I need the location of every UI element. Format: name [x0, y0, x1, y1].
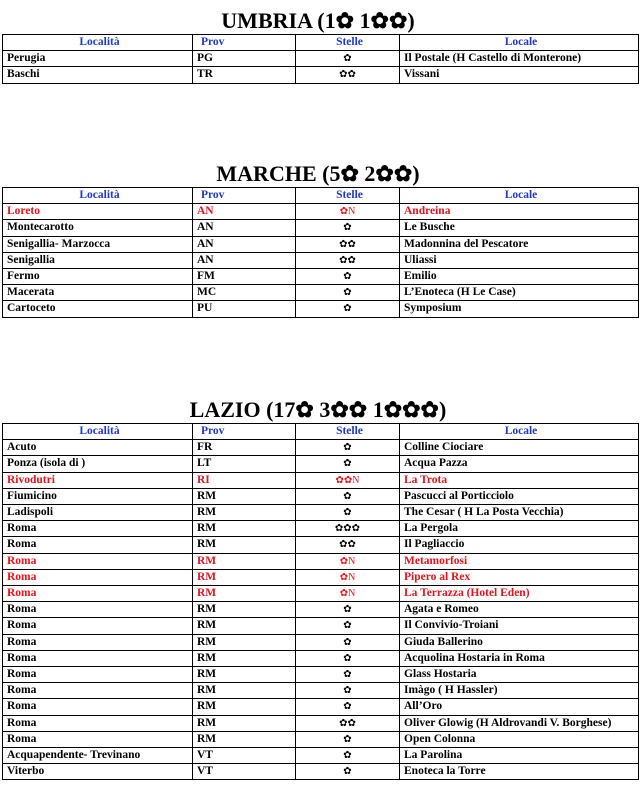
localita-cell: Roma: [3, 634, 193, 650]
table-row: [3, 650, 639, 666]
umbria-section: [0, 8, 636, 84]
stelle-cell: ✿: [296, 602, 400, 618]
restaurant-table: [2, 34, 639, 84]
header-prov: Prov: [193, 424, 296, 440]
prov-cell: TR: [193, 67, 296, 83]
stelle-cell: ✿: [296, 748, 400, 764]
locale-cell: Acqua Pazza: [400, 456, 639, 472]
stelle-cell: ✿✿✿: [296, 521, 400, 537]
prov-cell: VT: [193, 748, 296, 764]
prov-cell: RM: [193, 488, 296, 504]
table-row: [3, 269, 639, 285]
localita-cell: Macerata: [3, 285, 193, 301]
table-row: [3, 301, 639, 317]
localita-cell: Montecarotto: [3, 220, 193, 236]
stelle-cell: ✿: [296, 650, 400, 666]
prov-cell: MC: [193, 285, 296, 301]
prov-cell: FM: [193, 269, 296, 285]
stelle-cell: ✿: [296, 505, 400, 521]
stelle-cell: ✿N: [296, 586, 400, 602]
locale-cell: Uliassi: [400, 252, 639, 268]
localita-cell: Senigallia: [3, 252, 193, 268]
section-title: UMBRIA (1✿ 1✿✿): [221, 8, 415, 33]
localita-cell: Fermo: [3, 269, 193, 285]
stelle-cell: ✿N: [296, 204, 400, 220]
locale-cell: Open Colonna: [400, 731, 639, 747]
prov-cell: AN: [193, 236, 296, 252]
prov-cell: RM: [193, 683, 296, 699]
locale-cell: La Pergola: [400, 521, 639, 537]
table-row: [3, 667, 639, 683]
header-stelle: Stelle: [296, 424, 400, 440]
stelle-cell: ✿: [296, 220, 400, 236]
prov-cell: RI: [193, 472, 296, 488]
localita-cell: Rivodutri: [3, 472, 193, 488]
prov-cell: RM: [193, 731, 296, 747]
prov-cell: RM: [193, 586, 296, 602]
localita-cell: Perugia: [3, 51, 193, 67]
restaurant-table: [2, 423, 639, 780]
header-prov: Prov: [193, 188, 296, 204]
localita-cell: Viterbo: [3, 764, 193, 780]
locale-cell: Pascucci al Porticciolo: [400, 488, 639, 504]
prov-cell: PU: [193, 301, 296, 317]
header-row: [3, 424, 639, 440]
stelle-cell: ✿: [296, 488, 400, 504]
prov-cell: RM: [193, 667, 296, 683]
table-row: [3, 634, 639, 650]
locale-cell: L’Enoteca (H Le Case): [400, 285, 639, 301]
prov-cell: RM: [193, 650, 296, 666]
localita-cell: Roma: [3, 715, 193, 731]
localita-cell: Acquapendente- Trevinano: [3, 748, 193, 764]
locale-cell: Giuda Ballerino: [400, 634, 639, 650]
locale-cell: Acquolina Hostaria in Roma: [400, 650, 639, 666]
section-title: LAZIO (17✿ 3✿✿ 1✿✿✿): [189, 397, 447, 422]
stelle-cell: ✿: [296, 683, 400, 699]
table-row: [3, 553, 639, 569]
localita-cell: Roma: [3, 553, 193, 569]
restaurant-table: [2, 187, 639, 318]
stelle-cell: ✿: [296, 667, 400, 683]
stelle-cell: ✿N: [296, 569, 400, 585]
header-localita: Località: [3, 35, 193, 51]
localita-cell: Loreto: [3, 204, 193, 220]
table-row: [3, 683, 639, 699]
table-row: [3, 618, 639, 634]
locale-cell: Colline Ciociare: [400, 440, 639, 456]
prov-cell: RM: [193, 602, 296, 618]
header-locale: Locale: [400, 424, 639, 440]
localita-cell: Roma: [3, 650, 193, 666]
stelle-cell: ✿✿N: [296, 472, 400, 488]
prov-cell: AN: [193, 204, 296, 220]
prov-cell: RM: [193, 634, 296, 650]
table-row: [3, 748, 639, 764]
table-row: [3, 715, 639, 731]
localita-cell: Ladispoli: [3, 505, 193, 521]
prov-cell: RM: [193, 553, 296, 569]
table-row: [3, 51, 639, 67]
table-row: [3, 440, 639, 456]
header-row: [3, 35, 639, 51]
stelle-cell: ✿: [296, 618, 400, 634]
stelle-cell: ✿: [296, 764, 400, 780]
table-row: [3, 505, 639, 521]
header-localita: Località: [3, 424, 193, 440]
locale-cell: Agata e Romeo: [400, 602, 639, 618]
table-row: [3, 699, 639, 715]
prov-cell: RM: [193, 569, 296, 585]
locale-cell: The Cesar ( H La Posta Vecchia): [400, 505, 639, 521]
localita-cell: Baschi: [3, 67, 193, 83]
prov-cell: VT: [193, 764, 296, 780]
prov-cell: RM: [193, 505, 296, 521]
localita-cell: Roma: [3, 667, 193, 683]
locale-cell: Le Busche: [400, 220, 639, 236]
localita-cell: Roma: [3, 699, 193, 715]
locale-cell: Il Convivio-Troiani: [400, 618, 639, 634]
localita-cell: Ponza (isola di ): [3, 456, 193, 472]
lazio-section: [0, 397, 636, 780]
prov-cell: RM: [193, 521, 296, 537]
header-row: [3, 188, 639, 204]
locale-cell: Oliver Glowig (H Aldrovandi V. Borghese): [400, 715, 639, 731]
table-row: [3, 569, 639, 585]
localita-cell: Roma: [3, 569, 193, 585]
table-row: [3, 456, 639, 472]
prov-cell: AN: [193, 252, 296, 268]
locale-cell: Emilio: [400, 269, 639, 285]
localita-cell: Roma: [3, 731, 193, 747]
stelle-cell: ✿✿: [296, 537, 400, 553]
table-row: [3, 764, 639, 780]
localita-cell: Senigallia- Marzocca: [3, 236, 193, 252]
locale-cell: La Trota: [400, 472, 639, 488]
stelle-cell: ✿: [296, 634, 400, 650]
table-row: [3, 220, 639, 236]
table-row: [3, 586, 639, 602]
prov-cell: RM: [193, 618, 296, 634]
stelle-cell: ✿✿: [296, 236, 400, 252]
localita-cell: Roma: [3, 521, 193, 537]
table-row: [3, 236, 639, 252]
table-row: [3, 731, 639, 747]
localita-cell: Roma: [3, 683, 193, 699]
localita-cell: Acuto: [3, 440, 193, 456]
stelle-cell: ✿: [296, 301, 400, 317]
localita-cell: Roma: [3, 586, 193, 602]
localita-cell: Roma: [3, 537, 193, 553]
locale-cell: La Parolina: [400, 748, 639, 764]
table-row: [3, 521, 639, 537]
header-locale: Locale: [400, 35, 639, 51]
localita-cell: Fiumicino: [3, 488, 193, 504]
prov-cell: RM: [193, 537, 296, 553]
locale-cell: Vissani: [400, 67, 639, 83]
stelle-cell: ✿: [296, 731, 400, 747]
localita-cell: Roma: [3, 602, 193, 618]
stelle-cell: ✿N: [296, 553, 400, 569]
prov-cell: PG: [193, 51, 296, 67]
locale-cell: Pipero al Rex: [400, 569, 639, 585]
table-row: [3, 488, 639, 504]
locale-cell: All’Oro: [400, 699, 639, 715]
prov-cell: AN: [193, 220, 296, 236]
locale-cell: Il Postale (H Castello di Monterone): [400, 51, 639, 67]
table-row: [3, 602, 639, 618]
table-row: [3, 252, 639, 268]
table-row: [3, 472, 639, 488]
stelle-cell: ✿: [296, 699, 400, 715]
header-localita: Località: [3, 188, 193, 204]
prov-cell: RM: [193, 699, 296, 715]
header-locale: Locale: [400, 188, 639, 204]
stelle-cell: ✿: [296, 285, 400, 301]
localita-cell: Cartoceto: [3, 301, 193, 317]
table-row: [3, 67, 639, 83]
table-row: [3, 285, 639, 301]
section-title: MARCHE (5✿ 2✿✿): [216, 161, 420, 186]
table-row: [3, 537, 639, 553]
header-prov: Prov: [193, 35, 296, 51]
locale-cell: Andreina: [400, 204, 639, 220]
locale-cell: Imàgo ( H Hassler): [400, 683, 639, 699]
locale-cell: Il Pagliaccio: [400, 537, 639, 553]
stelle-cell: ✿✿: [296, 715, 400, 731]
stelle-cell: ✿: [296, 440, 400, 456]
prov-cell: LT: [193, 456, 296, 472]
locale-cell: La Terrazza (Hotel Eden): [400, 586, 639, 602]
stelle-cell: ✿: [296, 456, 400, 472]
locale-cell: Metamorfosi: [400, 553, 639, 569]
locale-cell: Madonnina del Pescatore: [400, 236, 639, 252]
localita-cell: Roma: [3, 618, 193, 634]
stelle-cell: ✿: [296, 51, 400, 67]
stelle-cell: ✿✿: [296, 252, 400, 268]
locale-cell: Glass Hostaria: [400, 667, 639, 683]
header-stelle: Stelle: [296, 35, 400, 51]
prov-cell: FR: [193, 440, 296, 456]
table-row: [3, 204, 639, 220]
stelle-cell: ✿✿: [296, 67, 400, 83]
locale-cell: Enoteca la Torre: [400, 764, 639, 780]
header-stelle: Stelle: [296, 188, 400, 204]
marche-section: [0, 161, 636, 318]
prov-cell: RM: [193, 715, 296, 731]
stelle-cell: ✿: [296, 269, 400, 285]
locale-cell: Symposium: [400, 301, 639, 317]
